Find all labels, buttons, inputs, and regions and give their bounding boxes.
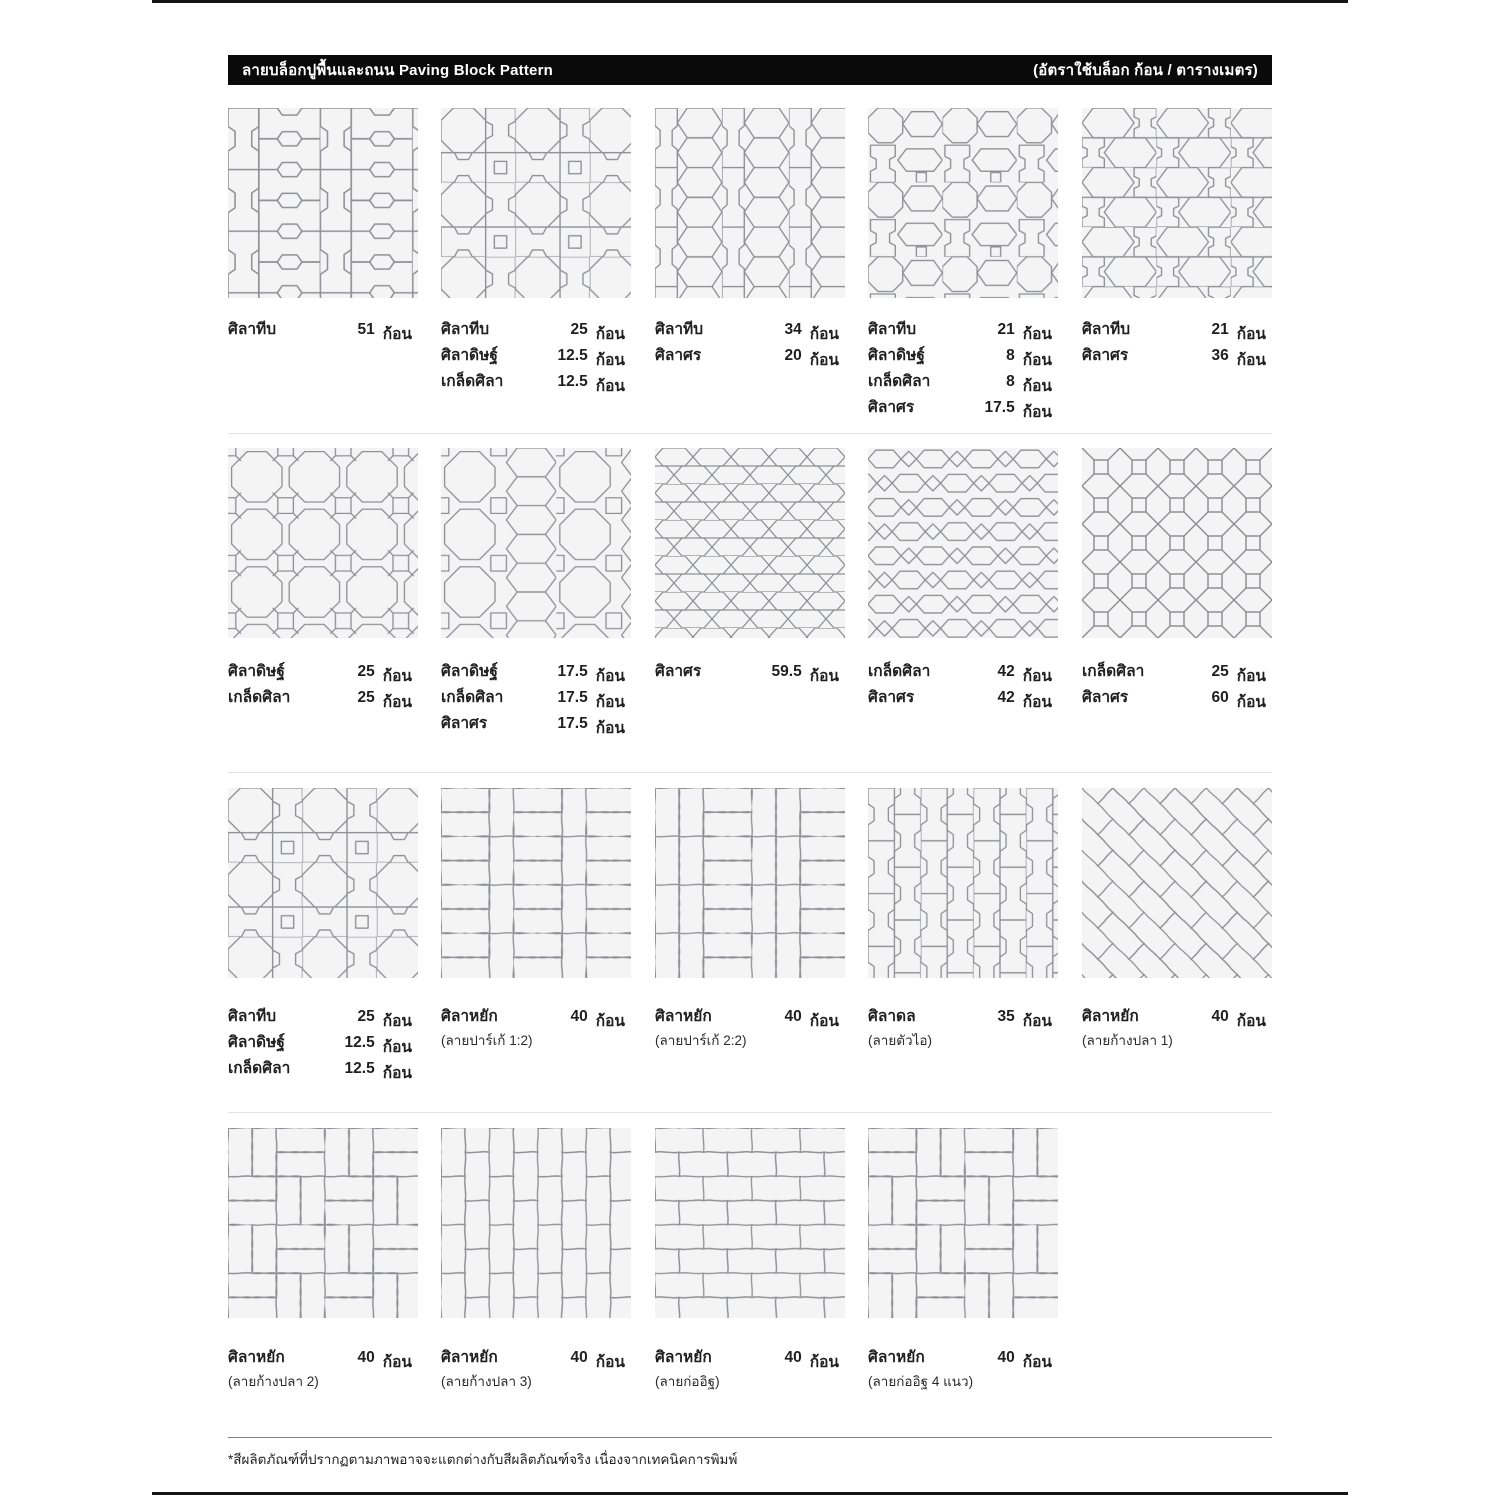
block-qty: 60 xyxy=(1211,689,1229,706)
block-qty: 25 xyxy=(357,1008,375,1025)
block-count xyxy=(357,663,412,688)
pattern-swatch-wavy-basketweave xyxy=(228,1128,418,1318)
block-count xyxy=(570,321,625,346)
pattern-label-line xyxy=(655,658,839,684)
pattern-subtitle: (ลายปาร์เก้ 1:2) xyxy=(441,1033,533,1048)
block-qty: 42 xyxy=(997,663,1015,680)
block-qty: 25 xyxy=(357,663,375,680)
block-unit: ก้อน xyxy=(1022,378,1052,395)
pattern-label-line xyxy=(655,316,839,342)
pattern-label-line xyxy=(441,1003,625,1029)
pattern-swatch-wavy-parquet-2-2 xyxy=(655,788,845,978)
pattern-label-line xyxy=(228,658,412,684)
block-name: เกล็ดศิลา xyxy=(441,689,504,706)
block-unit: ก้อน xyxy=(809,1013,839,1030)
pattern-subtitle: (ลายตัวไอ) xyxy=(868,1033,932,1048)
block-unit: ก้อน xyxy=(595,1354,625,1371)
block-name: ศิลาหยัก xyxy=(1082,1008,1139,1025)
pattern-swatch-octagon-square-i xyxy=(228,788,418,978)
block-unit: ก้อน xyxy=(1022,668,1052,685)
pattern-label xyxy=(1082,316,1266,368)
pattern-swatch-wavy-parquet-1-2 xyxy=(441,788,631,978)
block-name: ศิลาหยัก xyxy=(868,1349,925,1366)
pattern-swatch-octagon-square-i xyxy=(441,108,631,298)
page-bottom-edge-line xyxy=(152,1492,1348,1495)
block-count xyxy=(558,663,625,688)
block-name: ศิลาทีบ xyxy=(441,321,490,338)
pattern-label xyxy=(441,1003,625,1051)
block-name: ศิลาดล xyxy=(868,1008,916,1025)
block-count xyxy=(345,1034,412,1059)
block-qty: 12.5 xyxy=(557,347,588,364)
pattern-label xyxy=(868,1344,1052,1392)
block-unit: ก้อน xyxy=(382,1354,412,1371)
pattern-label-line xyxy=(868,1003,1052,1029)
block-name: เกล็ดศิลา xyxy=(1082,663,1145,680)
header-bar xyxy=(228,55,1272,85)
pattern-label-line xyxy=(228,1344,412,1370)
block-name: ศิลาศร xyxy=(868,399,915,416)
block-count xyxy=(997,1008,1052,1033)
pattern-label xyxy=(655,658,839,684)
block-qty: 8 xyxy=(1006,347,1015,364)
block-unit: ก้อน xyxy=(1022,1013,1052,1030)
pattern-label xyxy=(868,1003,1052,1051)
pattern-swatch-hexagon-i xyxy=(1082,108,1272,298)
page-top-edge-line xyxy=(152,0,1348,3)
block-name: เกล็ดศิลา xyxy=(441,373,504,390)
pattern-label-line xyxy=(868,1344,1052,1370)
pattern-swatch-square-diamond-lattice xyxy=(1082,448,1272,638)
block-name: ศิลาหยัก xyxy=(441,1008,498,1025)
block-count xyxy=(570,1008,625,1033)
block-unit: ก้อน xyxy=(595,1013,625,1030)
block-unit: ก้อน xyxy=(382,1065,412,1082)
block-name: ศิลาศร xyxy=(868,689,915,706)
block-qty: 36 xyxy=(1211,347,1229,364)
block-count xyxy=(570,1349,625,1374)
pattern-label-line xyxy=(655,1344,839,1370)
pattern-subtitle: (ลายก้างปลา 3) xyxy=(441,1374,532,1389)
block-name: ศิลาหยัก xyxy=(441,1349,498,1366)
pattern-swatch-octagon-i-hexagon-mix xyxy=(868,108,1058,298)
block-unit: ก้อน xyxy=(1022,694,1052,711)
block-qty: 25 xyxy=(1211,663,1229,680)
pattern-label xyxy=(1082,658,1266,710)
block-count xyxy=(357,321,412,346)
pattern-label xyxy=(228,1344,412,1392)
rate-note: (อัตราใช้บล็อก ก้อน / ตารางเมตร) xyxy=(1033,62,1258,79)
pattern-label-line xyxy=(655,1003,839,1029)
block-count xyxy=(1211,663,1266,688)
block-count xyxy=(357,689,412,714)
block-unit: ก้อน xyxy=(1236,668,1266,685)
block-count xyxy=(558,689,625,714)
block-name: ศิลาดิษฐ์ xyxy=(868,347,925,364)
block-unit: ก้อน xyxy=(595,378,625,395)
block-qty: 35 xyxy=(997,1008,1015,1025)
block-qty: 17.5 xyxy=(557,663,588,680)
section-divider xyxy=(228,433,1272,434)
pattern-label xyxy=(1082,1003,1266,1051)
block-count xyxy=(1211,321,1266,346)
block-count xyxy=(784,1008,839,1033)
pattern-subtitle: (ลายก้างปลา 1) xyxy=(1082,1033,1173,1048)
pattern-label-line xyxy=(441,658,625,684)
pattern-subtitle: (ลายปาร์เก้ 2:2) xyxy=(655,1033,747,1048)
block-name: ศิลาดิษฐ์ xyxy=(441,347,498,364)
block-name: ศิลาหยัก xyxy=(655,1349,712,1366)
block-name: เกล็ดศิลา xyxy=(868,373,931,390)
pattern-swatch-wavy-herringbone-1 xyxy=(1082,788,1272,978)
block-unit: ก้อน xyxy=(1022,1354,1052,1371)
block-name: ศิลาศร xyxy=(441,715,488,732)
block-count xyxy=(784,347,839,372)
pattern-label-line xyxy=(441,1344,625,1370)
footer-note: *สีผลิตภัณฑ์ที่ปรากฏตามภาพอาจจะแตกต่างกับสีผลิตภัณฑ์จริง เนื่องจากเทคนิคการพิมพ์ xyxy=(228,1452,738,1467)
block-unit: ก้อน xyxy=(1236,1013,1266,1030)
block-count xyxy=(1006,347,1052,372)
block-unit: ก้อน xyxy=(809,326,839,343)
block-count xyxy=(357,1008,412,1033)
pattern-label-line xyxy=(441,316,625,342)
block-unit: ก้อน xyxy=(1022,326,1052,343)
section-divider xyxy=(228,772,1272,773)
block-qty: 40 xyxy=(570,1008,588,1025)
pattern-swatch-i-hexagon xyxy=(655,108,845,298)
block-count xyxy=(1006,373,1052,398)
pattern-label-line xyxy=(228,1003,412,1029)
block-qty: 12.5 xyxy=(557,373,588,390)
block-qty: 25 xyxy=(570,321,588,338)
pattern-label xyxy=(655,1344,839,1392)
block-count xyxy=(558,715,625,740)
pattern-swatch-octagon-square-hexagon xyxy=(441,448,631,638)
block-count xyxy=(345,1060,412,1085)
pattern-label xyxy=(228,316,412,342)
block-count xyxy=(1211,347,1266,372)
block-qty: 40 xyxy=(357,1349,375,1366)
block-count xyxy=(784,1349,839,1374)
block-name: ศิลาหยัก xyxy=(655,1008,712,1025)
block-name: เกล็ดศิลา xyxy=(228,1060,291,1077)
block-name: เกล็ดศิลา xyxy=(228,689,291,706)
pattern-label xyxy=(868,658,1052,710)
pattern-swatch-wavy-running-bond xyxy=(655,1128,845,1318)
pattern-label xyxy=(441,658,625,736)
block-unit: ก้อน xyxy=(382,668,412,685)
pattern-subtitle: (ลายก่ออิฐ 4 แนว) xyxy=(868,1374,974,1389)
block-name: ศิลาศร xyxy=(1082,347,1129,364)
block-unit: ก้อน xyxy=(1022,352,1052,369)
block-qty: 17.5 xyxy=(984,399,1015,416)
pattern-subtitle: (ลายก่ออิฐ) xyxy=(655,1374,720,1389)
block-qty: 40 xyxy=(1211,1008,1229,1025)
block-unit: ก้อน xyxy=(382,1039,412,1056)
block-unit: ก้อน xyxy=(595,326,625,343)
block-count xyxy=(357,1349,412,1374)
section-divider xyxy=(228,1112,1272,1113)
block-unit: ก้อน xyxy=(595,720,625,737)
block-qty: 20 xyxy=(784,347,802,364)
block-unit: ก้อน xyxy=(809,1354,839,1371)
block-count xyxy=(784,321,839,346)
page-title: ลายบล็อกปูพื้นและถนน Paving Block Pattern xyxy=(242,62,553,79)
block-qty: 51 xyxy=(357,321,375,338)
pattern-label xyxy=(441,1344,625,1392)
block-count xyxy=(985,399,1052,424)
pattern-label xyxy=(655,316,839,368)
block-unit: ก้อน xyxy=(1236,326,1266,343)
block-qty: 59.5 xyxy=(771,663,802,680)
block-count xyxy=(997,321,1052,346)
block-unit: ก้อน xyxy=(382,694,412,711)
block-name: ศิลาหยัก xyxy=(228,1349,285,1366)
pattern-swatch-i-block-weave xyxy=(228,108,418,298)
block-name: ศิลาทีบ xyxy=(228,321,277,338)
pattern-swatch-hexagon xyxy=(655,448,845,638)
block-count xyxy=(1211,1008,1266,1033)
pattern-label xyxy=(441,316,625,394)
block-qty: 12.5 xyxy=(344,1034,375,1051)
pattern-swatch-octagon-square xyxy=(228,448,418,638)
pattern-label-line xyxy=(1082,316,1266,342)
pattern-swatch-wavy-herringbone-3 xyxy=(441,1128,631,1318)
block-name: ศิลาทีบ xyxy=(1082,321,1131,338)
block-name: ศิลาทีบ xyxy=(228,1008,277,1025)
block-name: ศิลาดิษฐ์ xyxy=(228,663,285,680)
pattern-label-line xyxy=(1082,658,1266,684)
block-qty: 40 xyxy=(997,1349,1015,1366)
block-qty: 34 xyxy=(784,321,802,338)
block-count xyxy=(997,689,1052,714)
pattern-label xyxy=(868,316,1052,420)
block-unit: ก้อน xyxy=(809,668,839,685)
pattern-swatch-hexagon-diamond xyxy=(868,448,1058,638)
block-count xyxy=(997,1349,1052,1374)
block-qty: 17.5 xyxy=(557,689,588,706)
pattern-label xyxy=(228,658,412,710)
pattern-label xyxy=(228,1003,412,1081)
block-name: ศิลาศร xyxy=(1082,689,1129,706)
block-name: ศิลาศร xyxy=(655,347,702,364)
block-unit: ก้อน xyxy=(1236,352,1266,369)
block-qty: 21 xyxy=(997,321,1015,338)
block-unit: ก้อน xyxy=(1022,404,1052,421)
pattern-label-line xyxy=(1082,1003,1266,1029)
block-count xyxy=(1211,689,1266,714)
block-unit: ก้อน xyxy=(382,1013,412,1030)
block-qty: 42 xyxy=(997,689,1015,706)
block-name: ศิลาทีบ xyxy=(868,321,917,338)
pattern-subtitle: (ลายก้างปลา 2) xyxy=(228,1374,319,1389)
block-name: ศิลาศร xyxy=(655,663,702,680)
block-count xyxy=(772,663,839,688)
block-qty: 17.5 xyxy=(557,715,588,732)
pattern-swatch-wavy-running-bond-4 xyxy=(868,1128,1058,1318)
block-count xyxy=(558,347,625,372)
block-unit: ก้อน xyxy=(595,694,625,711)
block-unit: ก้อน xyxy=(809,352,839,369)
block-unit: ก้อน xyxy=(382,326,412,343)
block-name: เกล็ดศิลา xyxy=(868,663,931,680)
block-qty: 40 xyxy=(570,1349,588,1366)
pattern-label-line xyxy=(228,316,412,342)
pattern-swatch-i-column xyxy=(868,788,1058,978)
block-qty: 40 xyxy=(784,1008,802,1025)
block-qty: 12.5 xyxy=(344,1060,375,1077)
block-qty: 40 xyxy=(784,1349,802,1366)
block-qty: 8 xyxy=(1006,373,1015,390)
block-unit: ก้อน xyxy=(595,668,625,685)
block-name: ศิลาดิษฐ์ xyxy=(441,663,498,680)
block-name: ศิลาดิษฐ์ xyxy=(228,1034,285,1051)
block-count xyxy=(997,663,1052,688)
block-name: ศิลาทีบ xyxy=(655,321,704,338)
pattern-label-line xyxy=(868,316,1052,342)
footer-rule xyxy=(228,1437,1272,1438)
pattern-label xyxy=(655,1003,839,1051)
pattern-label-line xyxy=(868,658,1052,684)
block-unit: ก้อน xyxy=(1236,694,1266,711)
block-count xyxy=(558,373,625,398)
block-qty: 21 xyxy=(1211,321,1229,338)
block-qty: 25 xyxy=(357,689,375,706)
block-unit: ก้อน xyxy=(595,352,625,369)
